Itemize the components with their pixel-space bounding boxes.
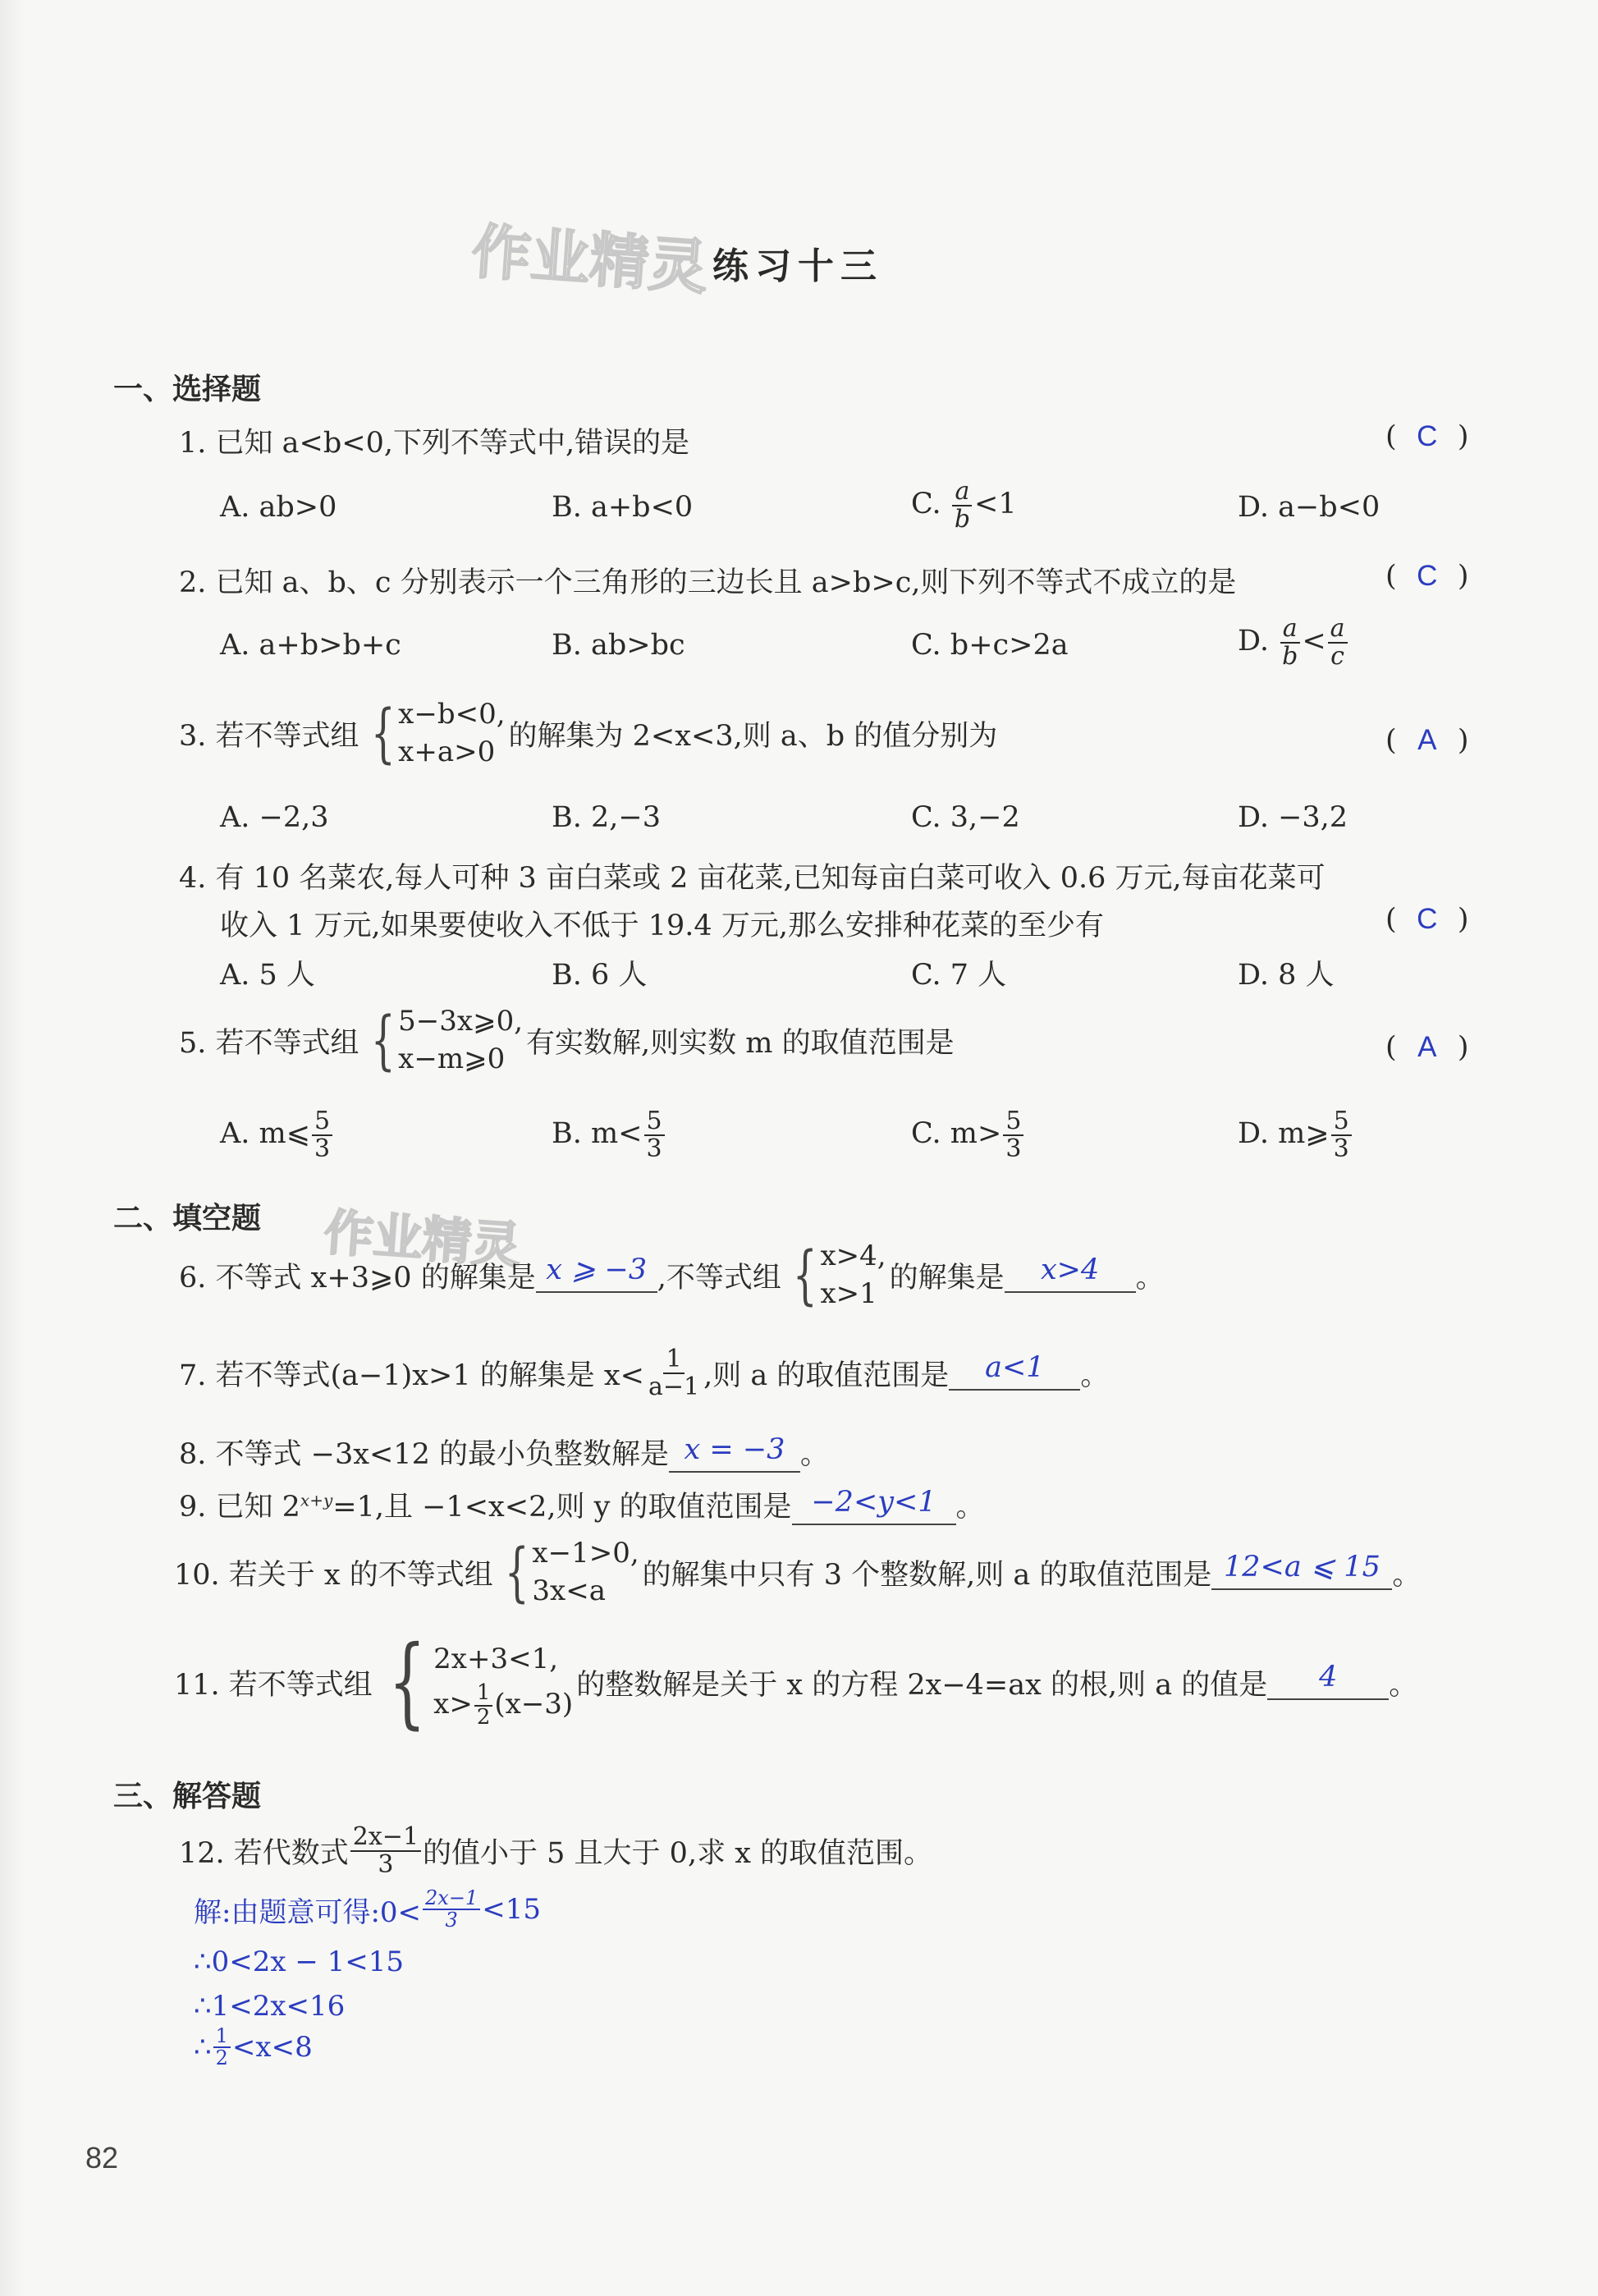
q10-line2: 3x<a xyxy=(532,1574,606,1607)
q5-b-num: 5 xyxy=(644,1108,665,1136)
q8-stem xyxy=(179,1432,829,1473)
q11-line1: 2x+3<1, xyxy=(433,1643,559,1676)
q2-d-frac2 xyxy=(1328,616,1348,669)
q1-option-b: B. a+b<0 xyxy=(552,491,694,524)
q9-pre: 9. 已知 2 xyxy=(179,1491,300,1524)
page-title: 练习十三 xyxy=(712,245,883,287)
q12-sol1-post: <15 xyxy=(482,1893,541,1927)
q5-line2: x−m⩾0 xyxy=(398,1042,506,1075)
q5-b-den: 3 xyxy=(646,1134,662,1163)
q2-stem: 2. 已知 a、b、c 分别表示一个三角形的三边长且 a>b>c,则下列不等式不成立的是 xyxy=(179,566,1237,599)
q3-stem xyxy=(179,696,997,772)
q5-pre: 5. 若不等式组 xyxy=(179,1026,359,1060)
watermark-middle: 作业精灵 xyxy=(322,1203,523,1276)
q7-stem xyxy=(179,1346,1109,1400)
q5-d-den: 3 xyxy=(1333,1134,1349,1163)
q2-d-op: < xyxy=(1302,625,1326,658)
q6-answer2: x>4 xyxy=(1040,1253,1100,1286)
q12-solution-line1 xyxy=(194,1888,541,1931)
q6-stem xyxy=(179,1238,1165,1313)
brace-icon: { xyxy=(370,696,396,771)
q5-b-pre: B. m< xyxy=(552,1117,643,1150)
q7-blank xyxy=(949,1350,1080,1391)
q10-answer: 12<a ⩽ 15 xyxy=(1224,1550,1381,1583)
section-fill-in: 二、填空题 xyxy=(113,1202,262,1235)
q3-option-b: B. 2,−3 xyxy=(552,801,661,834)
q1-answer: C xyxy=(1417,420,1438,452)
q5-stem xyxy=(179,1003,955,1079)
q11-den: 2 xyxy=(476,1704,491,1730)
q9-post: =1,且 −1<x<2,则 y 的取值范围是 xyxy=(332,1491,792,1524)
q4-option-c: C. 7 人 xyxy=(911,959,1007,992)
q5-option-b xyxy=(552,1108,666,1162)
q5-d-frac xyxy=(1331,1108,1352,1162)
page-number: 82 xyxy=(85,2141,119,2175)
q3-system xyxy=(363,696,506,772)
q12-sol4-num: 1 xyxy=(213,2026,231,2048)
q6-post: 的解集是 xyxy=(889,1261,1005,1295)
q10-pre: 10. 若关于 x 的不等式组 xyxy=(174,1558,493,1592)
q11-stem xyxy=(174,1625,1418,1739)
q1-c-num: a xyxy=(952,479,972,506)
q4-option-b: B. 6 人 xyxy=(552,959,648,992)
q1-option-a: A. ab>0 xyxy=(220,491,337,524)
q3-post: 的解集为 2<x<3,则 a、b 的值分别为 xyxy=(508,719,998,753)
q5-option-a xyxy=(220,1108,334,1162)
q12-sol1-pre: 解:由题意可得:0< xyxy=(194,1895,422,1929)
q5-line1: 5−3x⩾0, xyxy=(398,1005,524,1038)
q10-blank xyxy=(1211,1550,1392,1590)
q9-blank xyxy=(792,1486,956,1525)
q12-sol1-num: 2x−1 xyxy=(423,1888,480,1910)
q5-a-num: 5 xyxy=(312,1108,332,1136)
q1-stem: 1. 已知 a<b<0,下列不等式中,错误的是 xyxy=(179,427,690,460)
q1-option-d: D. a−b<0 xyxy=(1238,491,1381,524)
q3-pre: 3. 若不等式组 xyxy=(179,719,359,753)
q2-option-b: B. ab>bc xyxy=(552,629,685,662)
q3-answer: A xyxy=(1417,724,1437,756)
q6-answer1: x ⩾ −3 xyxy=(546,1253,648,1286)
q5-post: 有实数解,则实数 m 的取值范围是 xyxy=(526,1026,955,1060)
q9-stem xyxy=(179,1484,985,1525)
q5-system xyxy=(363,1003,524,1079)
q12-solution-line2: ∴0<2x − 1<15 xyxy=(194,1945,405,1978)
q1-answer-paren: ( C ) xyxy=(1385,420,1469,453)
q5-b-frac xyxy=(644,1108,665,1162)
q2-answer-paren: ( C ) xyxy=(1385,560,1469,593)
q5-answer: A xyxy=(1417,1031,1437,1063)
section-answer: 三、解答题 xyxy=(113,1780,262,1813)
q3-option-c: C. 3,−2 xyxy=(911,801,1020,834)
q5-c-frac xyxy=(1003,1108,1023,1162)
q4-line2: 收入 1 万元,如果要使收入不低于 19.4 万元,那么安排种花菜的至少有 xyxy=(220,910,1104,942)
q5-option-c xyxy=(911,1108,1025,1162)
q5-d-num: 5 xyxy=(1331,1108,1352,1136)
q12-sol4-pre: ∴ xyxy=(194,2031,212,2065)
q12-post: 的值小于 5 且大于 0,求 x 的取值范围。 xyxy=(423,1836,933,1870)
q7-den: a−1 xyxy=(648,1372,700,1401)
q10-line1: x−1>0, xyxy=(532,1537,639,1570)
q6-mid: ,不等式组 xyxy=(657,1261,781,1295)
q11-frac xyxy=(474,1682,493,1729)
q10-stem xyxy=(174,1535,1421,1611)
q8-blank xyxy=(669,1433,800,1473)
q6-blank1 xyxy=(536,1253,657,1293)
watermark-top: 作业精灵 xyxy=(469,217,711,302)
q7-num: 1 xyxy=(663,1346,684,1374)
brace-icon: { xyxy=(388,1625,426,1739)
brace-icon: { xyxy=(792,1238,817,1313)
q12-pre: 12. 若代数式 xyxy=(179,1836,349,1870)
q4-answer: C xyxy=(1417,903,1438,935)
q2-d-n1: a xyxy=(1280,616,1300,644)
q1-option-c xyxy=(911,479,1017,532)
q7-pre: 7. 若不等式(a−1)x>1 的解集是 x< xyxy=(179,1359,644,1392)
q7-frac xyxy=(646,1346,702,1400)
q6-system xyxy=(785,1238,886,1313)
brace-icon: { xyxy=(370,1003,396,1078)
q11-line2-post: (x−3) xyxy=(494,1687,574,1721)
q10-end: 。 xyxy=(1392,1558,1422,1592)
q1-option-c-label: C. xyxy=(911,488,941,520)
q2-d-n2: a xyxy=(1328,616,1348,644)
q1-c-rest: <1 xyxy=(974,488,1017,520)
q8-pre: 8. 不等式 −3x<12 的最小负整数解是 xyxy=(179,1438,669,1471)
q7-end: 。 xyxy=(1080,1359,1110,1392)
scan-edge xyxy=(0,0,25,2296)
q11-line2 xyxy=(433,1682,573,1729)
q11-num: 1 xyxy=(474,1682,493,1706)
q5-c-num: 5 xyxy=(1003,1108,1023,1136)
q9-exponent: x+y xyxy=(300,1490,333,1510)
q12-frac xyxy=(350,1824,421,1877)
q12-stem xyxy=(179,1824,932,1877)
q12-num: 2x−1 xyxy=(350,1824,421,1852)
q2-d-label: D. xyxy=(1238,625,1269,658)
q2-option-a: A. a+b>b+c xyxy=(220,629,401,662)
q1-c-den: b xyxy=(954,504,971,534)
q12-sol4-post: <x<8 xyxy=(231,2031,313,2065)
q6-line2: x>1 xyxy=(820,1276,877,1310)
q2-answer: C xyxy=(1417,560,1438,592)
q8-end: 。 xyxy=(799,1438,829,1471)
q7-post: ,则 a 的取值范围是 xyxy=(703,1359,950,1392)
q12-solution-line3: ∴1<2x<16 xyxy=(194,1990,346,2023)
q6-line1: x>4, xyxy=(820,1240,886,1272)
q5-d-pre: D. m⩾ xyxy=(1238,1117,1330,1150)
q6-blank2 xyxy=(1005,1253,1136,1293)
q12-sol1-frac xyxy=(423,1888,480,1931)
q3-option-a: A. −2,3 xyxy=(220,801,329,834)
q2-option-d xyxy=(1238,616,1349,669)
q12-sol1-den: 3 xyxy=(445,1909,458,1932)
q12-sol4-den: 2 xyxy=(215,2046,228,2070)
section-choice: 一、选择题 xyxy=(113,373,262,406)
q3-answer-paren: ( A ) xyxy=(1385,724,1469,757)
q11-pre: 11. 若不等式组 xyxy=(174,1669,373,1702)
q5-option-d xyxy=(1238,1108,1353,1162)
q11-blank xyxy=(1267,1661,1389,1700)
q7-answer: a<1 xyxy=(985,1350,1045,1384)
q11-system xyxy=(376,1625,574,1739)
q12-sol4-frac xyxy=(213,2026,231,2069)
q5-a-pre: A. m⩽ xyxy=(220,1117,311,1150)
q4-option-a: A. 5 人 xyxy=(220,959,315,992)
brace-icon: { xyxy=(504,1535,529,1610)
q11-answer: 4 xyxy=(1319,1661,1338,1693)
q4-option-d: D. 8 人 xyxy=(1238,959,1335,992)
q11-end: 。 xyxy=(1389,1669,1418,1702)
q9-answer: −2<y<1 xyxy=(811,1486,936,1519)
q5-a-den: 3 xyxy=(314,1134,331,1163)
q6-pre: 6. 不等式 x+3⩾0 的解集是 xyxy=(179,1261,536,1295)
q1-option-c-fraction xyxy=(952,479,973,532)
q2-d-d1: b xyxy=(1282,641,1298,671)
q3-line1: x−b<0, xyxy=(398,698,506,731)
q2-d-frac1 xyxy=(1280,616,1300,669)
q5-answer-paren: ( A ) xyxy=(1385,1031,1469,1064)
q5-c-den: 3 xyxy=(1005,1134,1022,1163)
q3-option-d: D. −3,2 xyxy=(1238,801,1348,834)
q6-end: 。 xyxy=(1135,1261,1165,1295)
q3-line2: x+a>0 xyxy=(398,735,496,768)
q2-option-c: C. b+c>2a xyxy=(911,629,1069,662)
q10-post: 的解集中只有 3 个整数解,则 a 的取值范围是 xyxy=(642,1558,1212,1592)
q10-system xyxy=(497,1535,639,1611)
q5-a-frac xyxy=(312,1108,332,1162)
q9-end: 。 xyxy=(955,1491,985,1524)
q8-answer: x = −3 xyxy=(684,1433,785,1466)
q4-line1: 4. 有 10 名菜农,每人可种 3 亩白菜或 2 亩花菜,已知每亩白菜可收入 0.6 万元,每亩花菜可 xyxy=(179,862,1326,895)
q2-d-d2: c xyxy=(1330,641,1344,671)
q5-c-pre: C. m> xyxy=(911,1117,1002,1150)
q11-post: 的整数解是关于 x 的方程 2x−4=ax 的根,则 a 的值是 xyxy=(576,1669,1268,1702)
q11-line2-pre: x> xyxy=(433,1687,473,1721)
q12-den: 3 xyxy=(378,1849,394,1879)
q12-solution-line4 xyxy=(194,2026,313,2069)
q4-answer-paren: ( C ) xyxy=(1385,903,1469,936)
